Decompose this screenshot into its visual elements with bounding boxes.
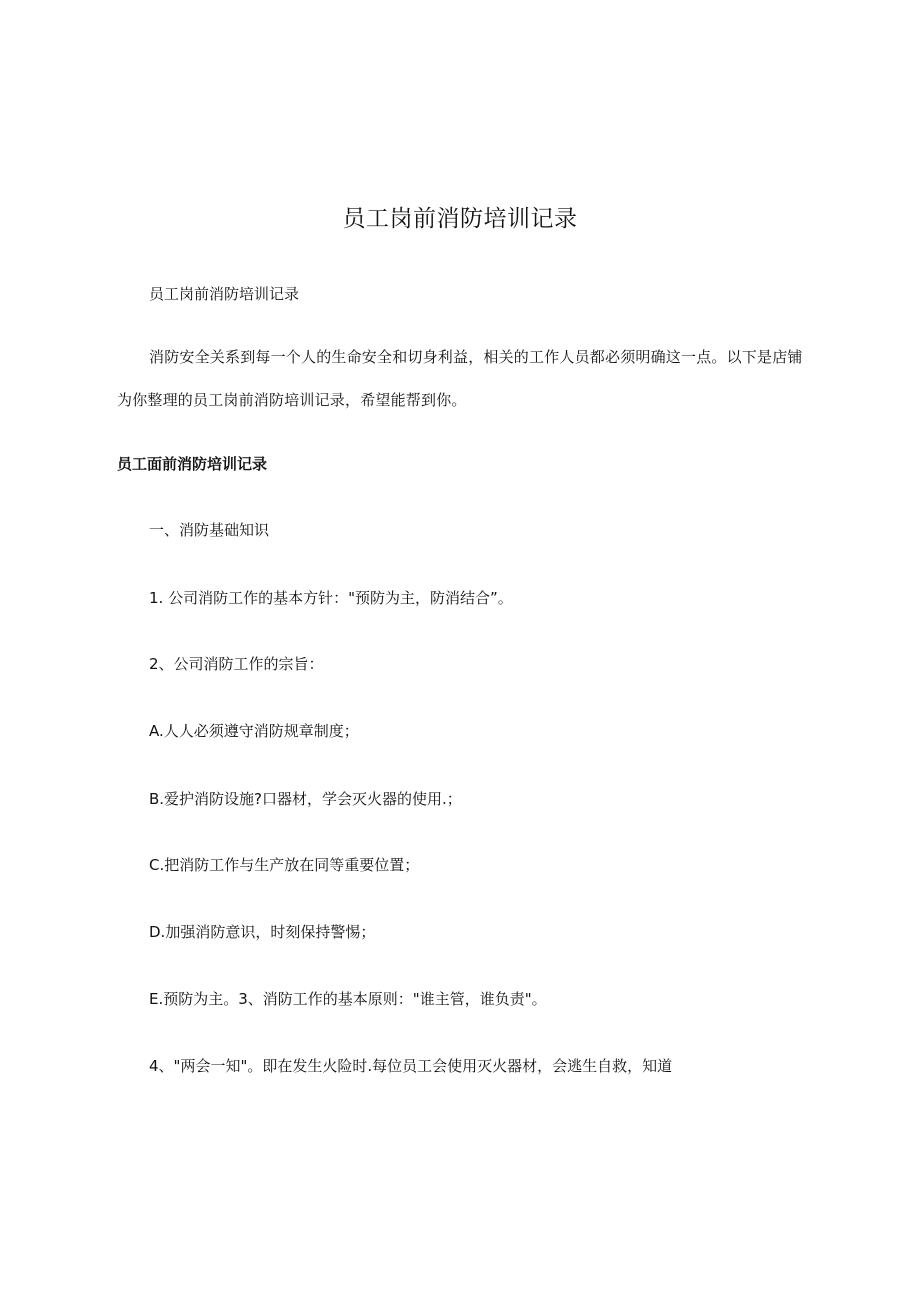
intro-paragraph: 消防安全关系到每一个人的生命安全和切身利益，相关的工作人员都必须明确这一点。以下是店铺为你整理的员工岗前消防培训记录，希望能帮到你。 [117, 348, 803, 409]
list-item-d: D.加强消防意识，时刻保持警惕； [149, 923, 376, 941]
list-item-b: B.爱护消防设施?口器材，学会灭火器的使用.； [149, 790, 462, 808]
list-item-two-knows: 4、"两会一知"。即在发生火险时.每位员工会使用灭火器材，会逃生自救，知道 [149, 1057, 673, 1075]
list-item-e: E.预防为主。3、消防工作的基本原则："谁主管，谁负责"。 [149, 990, 547, 1008]
list-item-c: C.把消防工作与生产放在同等重要位置； [149, 856, 420, 874]
list-item-a: A.人人必须遵守消防规章制度； [149, 722, 359, 740]
list-item-policy: 1. 公司消防工作的基本方针："预防为主，防消结合”。 [149, 589, 513, 607]
list-item-basics-heading: 一、消防基础知识 [149, 521, 270, 539]
document-subtitle: 员工岗前消防培训记录 [149, 285, 300, 303]
section-heading: 员工面前消防培训记录 [117, 455, 268, 473]
list-item-purpose: 2、公司消防工作的宗旨： [149, 655, 324, 673]
document-title: 员工岗前消防培训记录 [342, 206, 578, 232]
